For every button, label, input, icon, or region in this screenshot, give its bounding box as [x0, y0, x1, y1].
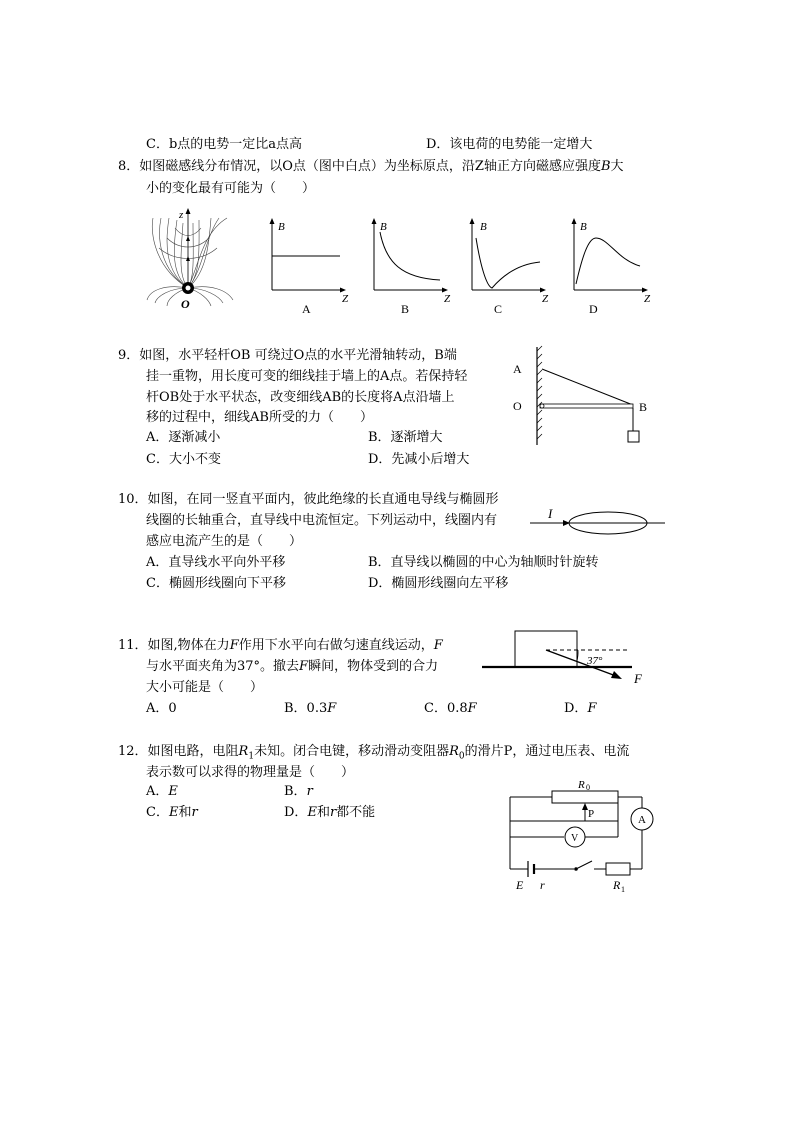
q9-stem-line4: 移的过程中，细线AB所受的力（ ）: [146, 410, 373, 425]
q8-graph-a-label: A: [302, 302, 311, 316]
q8-field-origin-label: O: [181, 297, 190, 311]
q12-stem-line2: 表示数可以求得的物理量是（ ）: [146, 765, 355, 780]
q8-graph-c: [462, 218, 557, 318]
q8-graph-c-label: C: [494, 302, 503, 316]
q10-option-a: A．直导线水平向外平移: [146, 555, 286, 570]
q10-option-c: C．椭圆形线圈向下平移: [146, 576, 286, 591]
q7-option-c: C．b点的电势一定比a点高: [146, 137, 303, 152]
q10-option-d: D．椭圆形线圈向左平移: [368, 576, 509, 591]
q8-field-lines-figure: [145, 208, 240, 311]
q11-stem-line2: 与水平面夹角为37°。撤去F瞬间，物体受到的合力: [146, 659, 439, 674]
q9-label-b: B: [639, 400, 648, 414]
q8-field-z-label: z: [179, 209, 184, 221]
q11-force-label: F: [634, 671, 642, 686]
svg-text:1: 1: [621, 885, 625, 894]
q10-stem-line2: 线圈的长轴重合，直导线中电流恒定。下列运动中，线圈内有: [146, 513, 498, 528]
svg-text:B: B: [278, 221, 285, 233]
q11-stem-line3: 大小可能是（ ）: [146, 680, 264, 695]
q12-r0-label: R: [578, 779, 585, 791]
q11-option-a: A．0: [146, 701, 177, 716]
q12-option-b: B．r: [284, 784, 313, 799]
q12-stem-line1: 12．如图电路，电阻$R_1$未知。闭合电键，移动滑动变阻器$R_0$的滑片P，通过电压表、电流: [118, 744, 630, 762]
q8-graph-d-label: D: [589, 302, 598, 316]
svg-text:Z: Z: [444, 293, 451, 305]
q11-option-d: D．F: [564, 701, 597, 716]
q10-wire-coil-figure: [528, 503, 668, 543]
q12-circuit-figure: [500, 775, 660, 897]
svg-text:0: 0: [586, 783, 590, 792]
svg-text:B: B: [480, 221, 487, 233]
q11-option-b: B．0.3F: [284, 701, 337, 716]
q10-option-b: B．直导线以椭圆的中心为轴顺时针旋转: [368, 555, 599, 570]
svg-text:Z: Z: [644, 293, 651, 305]
q9-lever-figure: [505, 345, 655, 450]
svg-text:B: B: [580, 221, 587, 233]
q10-stem-line1: 10．如图，在同一竖直平面内，彼此绝缘的长直通电导线与椭圆形: [118, 492, 499, 507]
q10-current-label: I: [548, 506, 553, 521]
q12-option-d: D．E和r都不能: [284, 805, 376, 820]
q12-internal-r-label: r: [540, 878, 545, 892]
svg-text:B: B: [380, 221, 387, 233]
q9-stem-line3: 杆OB处于水平状态，改变细线AB的长度将A点沿墙上: [146, 390, 455, 405]
q9-stem-line2: 挂一重物，用长度可变的细线挂于墙上的A点。若保持轻: [146, 369, 468, 384]
q9-label-a: A: [513, 362, 522, 376]
q8-graph-b-label: B: [401, 302, 410, 316]
q11-option-c: C．0.8F: [424, 701, 477, 716]
q7-option-d: D．该电荷的电势能一定增大: [426, 137, 593, 152]
q9-stem-line1: 9．如图，水平轻杆OB 可绕过O点的水平光滑轴转动，B端: [118, 348, 457, 363]
q9-label-o: O: [513, 399, 522, 413]
q9-option-b: B．逐渐增大: [368, 430, 443, 445]
q12-voltmeter-label: V: [571, 833, 579, 844]
q12-ammeter-label: A: [638, 814, 646, 826]
q12-option-c: C．E和r: [146, 805, 198, 820]
q12-slider-label: P: [588, 808, 595, 820]
q8-graph-a: [262, 218, 357, 318]
q8-graph-d: [564, 218, 659, 318]
q12-option-a: A．E: [146, 784, 178, 799]
svg-text:Z: Z: [542, 293, 549, 305]
q9-option-a: A．逐渐减小: [146, 430, 221, 445]
q12-emf-label: E: [516, 878, 524, 892]
q12-r1-label: R: [613, 878, 621, 892]
q8-stem-line2: 小的变化最有可能为（ ）: [146, 181, 316, 196]
q11-block-force-figure: [480, 628, 645, 688]
svg-text:Z: Z: [342, 293, 349, 305]
q9-option-d: D．先减小后增大: [368, 452, 470, 467]
q11-stem-line1: 11．如图,物体在力F作用下水平向右做匀速直线运动，F: [118, 638, 443, 653]
q8-stem-line1: 8．如图磁感线分布情况，以O点（图中白点）为坐标原点，沿Z轴正方向磁感应强度B大: [118, 159, 624, 174]
q9-option-c: C．大小不变: [146, 452, 221, 467]
q11-angle-label: 37°: [587, 655, 603, 667]
q8-graph-b: [364, 218, 459, 318]
q10-stem-line3: 感应电流产生的是（ ）: [146, 534, 303, 549]
